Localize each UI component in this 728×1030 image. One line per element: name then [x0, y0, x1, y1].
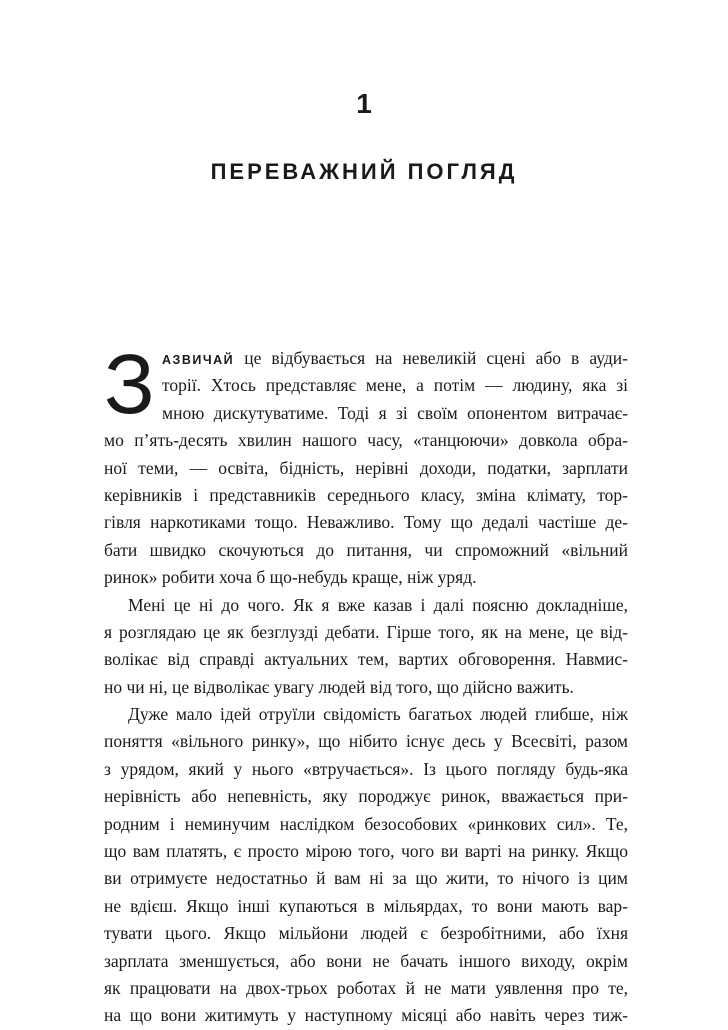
text-line: я розглядаю це як безглузді дебати. Гірше того, як на мене, це від- [104, 621, 628, 642]
text-line: волікає від справді актуальних тем, вартих обговорення. Навмис- [104, 649, 628, 670]
text-line: не вдієш. Якщо інші купаються в мільярдах, то вони мають вар- [104, 895, 628, 916]
text-line: що вам платять, є просто мірою того, чого ви варті на ринку. Якщо [104, 841, 628, 862]
text-line: АЗВИЧАЙ це відбувається на невеликій сцені або в ауди- [162, 348, 628, 368]
text-line: родним і неминучим наслідком безособових «ринкових сил». Те, [104, 813, 628, 834]
text-line: бати швидко скочуються до питання, чи спроможний «вільний [104, 539, 628, 560]
text-line: з урядом, який у нього «втручається». Із цього погляду будь-яка [104, 758, 628, 779]
text-line: мною дискутуватиме. Тоді я зі своїм опонентом витрачає- [162, 402, 628, 423]
text-line: ної теми, — освіта, бідність, нерівні доходи, податки, зарплати [104, 457, 628, 478]
text-line: керівників і представників середнього класу, зміна клімату, тор- [104, 484, 628, 505]
text-line: зарплата зменшується, або вони не бачать іншого виходу, окрім [104, 950, 628, 971]
text-line: торії. Хтось представляє мене, а потім — людину, яка зі [162, 375, 628, 396]
chapter-title: ПЕРЕВАЖНИЙ ПОГЛЯД [210, 159, 518, 184]
text-line: Мені це ні до чого. Як я вже казав і далі поясню докладніше, [128, 594, 628, 615]
chapter-number: 1 [356, 88, 372, 119]
small-caps-word: АЗВИЧАЙ [162, 353, 235, 367]
text-line: ринок» робити хоча б що-небудь краще, ніж уряд. [104, 567, 477, 588]
text-line: Дуже мало ідей отруїли свідомість багатьох людей глибше, ніж [128, 704, 628, 725]
text-line: на що вони житимуть у наступному місяці або навіть через тиж- [104, 1005, 628, 1026]
drop-cap-letter: З [104, 337, 155, 431]
text-line: ви отримуєте недостатньо й вам ні за що жити, то нічого із цим [104, 868, 628, 889]
body-text [104, 337, 628, 1030]
text-line: як працювати на двох-трьох роботах й не мати уявлення про те, [104, 977, 628, 998]
text-line: тувати цього. Якщо мільйони людей є безробітними, або їхня [104, 923, 628, 944]
text-line: мо п’ять-десять хвилин нашого часу, «танцюючи» довкола обра- [104, 430, 628, 451]
text-line: но чи ні, це відволікає увагу людей від того, що дійсно важить. [104, 676, 574, 697]
text-line: поняття «вільного ринку», що нібито існує десь у Всесвіті, разом [104, 731, 628, 752]
text-line: гівля наркотиками тощо. Неважливо. Тому що дедалі частіше де- [104, 512, 628, 533]
text-line: нерівність або непевність, яку породжує ринок, вважається при- [104, 786, 628, 807]
